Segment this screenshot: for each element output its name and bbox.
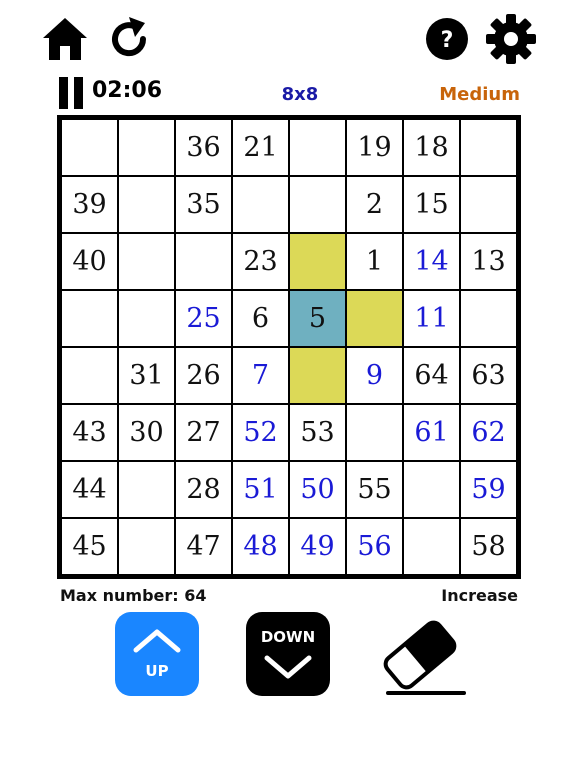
grid-cell[interactable] xyxy=(233,177,288,232)
chevron-up-icon xyxy=(132,628,182,654)
grid-cell[interactable]: 43 xyxy=(62,405,117,460)
grid-cell[interactable]: 23 xyxy=(233,234,288,289)
home-button[interactable] xyxy=(40,14,90,64)
grid-cell[interactable]: 45 xyxy=(62,519,117,574)
chevron-down-icon xyxy=(263,654,313,680)
grid-cell[interactable]: 13 xyxy=(461,234,516,289)
grid-cell[interactable]: 59 xyxy=(461,462,516,517)
grid-cell[interactable]: 48 xyxy=(233,519,288,574)
grid-cell[interactable] xyxy=(290,234,345,289)
grid-cell[interactable]: 63 xyxy=(461,348,516,403)
grid-cell[interactable] xyxy=(119,519,174,574)
grid-cell[interactable] xyxy=(119,234,174,289)
home-icon xyxy=(41,16,89,62)
grid-cell[interactable]: 58 xyxy=(461,519,516,574)
grid-cell[interactable]: 51 xyxy=(233,462,288,517)
grid-cell[interactable]: 64 xyxy=(404,348,459,403)
grid-cell[interactable] xyxy=(62,348,117,403)
grid-cell[interactable] xyxy=(119,177,174,232)
timer: 02:06 xyxy=(92,78,163,103)
grid-cell[interactable]: 47 xyxy=(176,519,231,574)
eraser-button[interactable] xyxy=(372,610,468,700)
grid-cell[interactable]: 35 xyxy=(176,177,231,232)
grid-cell[interactable] xyxy=(461,177,516,232)
down-button[interactable] xyxy=(246,612,330,696)
grid-cell[interactable] xyxy=(119,120,174,175)
grid-cell[interactable]: 1 xyxy=(347,234,402,289)
up-label: UP xyxy=(145,662,169,680)
grid-cell[interactable]: 31 xyxy=(119,348,174,403)
help-button[interactable] xyxy=(424,16,470,62)
grid-cell[interactable]: 7 xyxy=(233,348,288,403)
max-number-label: Max number: 64 xyxy=(60,586,207,605)
grid-cell[interactable]: 21 xyxy=(233,120,288,175)
pause-button[interactable] xyxy=(58,77,86,109)
grid-cell[interactable]: 6 xyxy=(233,291,288,346)
increase-button[interactable]: Increase xyxy=(441,586,518,605)
grid-cell[interactable] xyxy=(119,462,174,517)
svg-text:?: ? xyxy=(440,28,454,53)
grid-cell[interactable] xyxy=(404,462,459,517)
up-button[interactable] xyxy=(115,612,199,696)
grid-cell[interactable]: 39 xyxy=(62,177,117,232)
grid-cell[interactable]: 62 xyxy=(461,405,516,460)
board-size-label: 8x8 xyxy=(281,84,319,105)
help-icon xyxy=(425,17,469,61)
grid-cell[interactable]: 36 xyxy=(176,120,231,175)
grid-cell[interactable]: 15 xyxy=(404,177,459,232)
grid-cell[interactable]: 11 xyxy=(404,291,459,346)
grid-cell[interactable]: 25 xyxy=(176,291,231,346)
grid-cell[interactable]: 27 xyxy=(176,405,231,460)
grid-cell[interactable] xyxy=(347,291,402,346)
grid-cell[interactable] xyxy=(404,519,459,574)
grid-cell[interactable]: 19 xyxy=(347,120,402,175)
grid-cell[interactable]: 61 xyxy=(404,405,459,460)
down-label: DOWN xyxy=(260,628,316,646)
grid-cell[interactable]: 44 xyxy=(62,462,117,517)
grid-cell[interactable]: 9 xyxy=(347,348,402,403)
gear-icon xyxy=(485,13,537,65)
grid-cell[interactable] xyxy=(290,120,345,175)
grid-cell[interactable]: 26 xyxy=(176,348,231,403)
grid-cell[interactable] xyxy=(290,177,345,232)
settings-button[interactable] xyxy=(484,12,538,66)
grid-cell[interactable]: 5 xyxy=(290,291,345,346)
grid-cell[interactable] xyxy=(347,405,402,460)
grid-cell[interactable] xyxy=(290,348,345,403)
grid-cell[interactable]: 49 xyxy=(290,519,345,574)
grid-cell[interactable]: 50 xyxy=(290,462,345,517)
difficulty-label: Medium xyxy=(439,84,520,105)
grid-cell[interactable]: 53 xyxy=(290,405,345,460)
grid-cell[interactable]: 56 xyxy=(347,519,402,574)
grid-cell[interactable]: 28 xyxy=(176,462,231,517)
grid-cell[interactable] xyxy=(461,291,516,346)
grid-cell[interactable]: 55 xyxy=(347,462,402,517)
grid-cell[interactable]: 52 xyxy=(233,405,288,460)
grid-cell[interactable] xyxy=(119,291,174,346)
grid-cell[interactable] xyxy=(62,291,117,346)
grid-cell[interactable] xyxy=(62,120,117,175)
grid-cell[interactable]: 14 xyxy=(404,234,459,289)
grid-cell[interactable] xyxy=(176,234,231,289)
grid-cell[interactable]: 2 xyxy=(347,177,402,232)
puzzle-grid xyxy=(57,115,521,579)
grid-cell[interactable]: 30 xyxy=(119,405,174,460)
grid-cell[interactable]: 40 xyxy=(62,234,117,289)
grid-cell[interactable]: 18 xyxy=(404,120,459,175)
pause-icon xyxy=(59,77,68,109)
grid-cell[interactable] xyxy=(461,120,516,175)
restart-button[interactable] xyxy=(104,14,154,64)
restart-icon xyxy=(105,15,153,63)
eraser-icon xyxy=(372,611,468,699)
